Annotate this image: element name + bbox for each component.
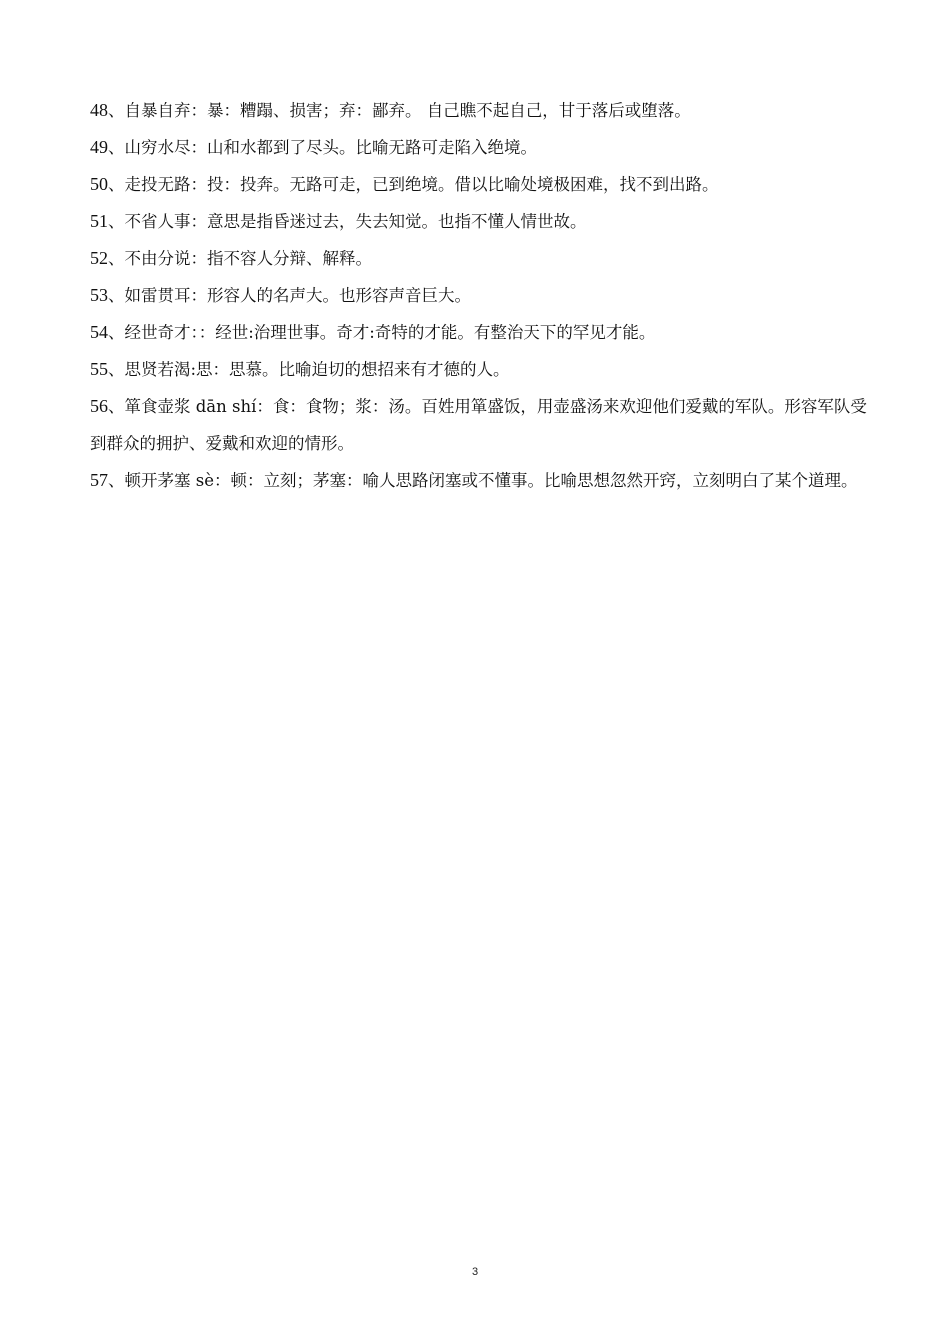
entry-number: 51 [90,211,108,231]
idiom-list [90,92,870,499]
idiom-entry-55 [90,351,870,388]
idiom-entry-48 [90,92,870,129]
idiom-entry-57 [90,462,870,499]
idiom-entry-54 [90,314,870,351]
idiom-entry-51 [90,203,870,240]
entry-text: 、自暴自弃：暴：糟蹋、损害；弃：鄙弃。 自己瞧不起自己，甘于落后或堕落。 [108,101,691,120]
entry-text: 、箪食壶浆 dān shí：食：食物；浆：汤。百姓用箪盛饭，用壶盛汤来欢迎他们爱戴的军队。形容军队受到群众的拥护、爱戴和欢迎的情形。 [90,397,867,453]
idiom-entry-53 [90,277,870,314]
entry-number: 54 [90,322,108,342]
entry-text: 、走投无路：投：投奔。无路可走，已到绝境。借以比喻处境极困难，找不到出路。 [108,175,719,194]
idiom-entry-50 [90,166,870,203]
entry-text: 、思贤若渴:思：思慕。比喻迫切的想招来有才德的人。 [108,360,510,379]
entry-text: 、顿开茅塞 sè：顿：立刻；茅塞：喻人思路闭塞或不懂事。比喻思想忽然开窍，立刻明白了某个道理。 [108,471,858,490]
idiom-entry-56 [90,388,870,462]
entry-text: 、不省人事：意思是指昏迷过去，失去知觉。也指不懂人情世故。 [108,212,587,231]
entry-text: 、如雷贯耳：形容人的名声大。也形容声音巨大。 [108,286,471,305]
entry-number: 52 [90,248,108,268]
entry-text: 、不由分说：指不容人分辩、解释。 [108,249,372,268]
entry-number: 48 [90,100,108,120]
entry-number: 50 [90,174,108,194]
entry-text: 、山穷水尽：山和水都到了尽头。比喻无路可走陷入绝境。 [108,138,537,157]
idiom-entry-52 [90,240,870,277]
entry-number: 57 [90,470,108,490]
entry-text: 、经世奇才：：经世:治理世事。奇才:奇特的才能。有整治天下的罕见才能。 [108,323,656,342]
entry-number: 53 [90,285,108,305]
entry-number: 56 [90,396,108,416]
idiom-entry-49 [90,129,870,166]
page-number: 3 [471,1266,479,1278]
entry-number: 49 [90,137,108,157]
entry-number: 55 [90,359,108,379]
